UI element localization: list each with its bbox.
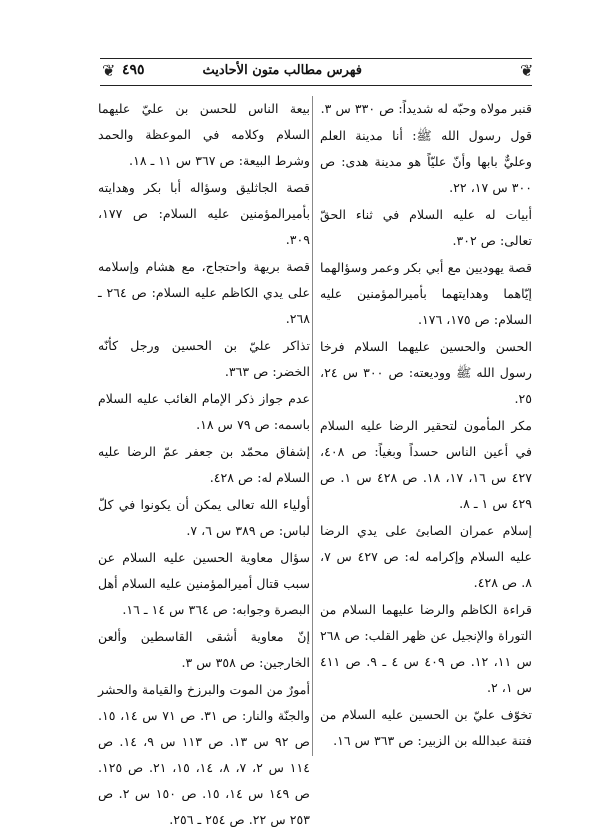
index-entry: مكر المأمون لتحقير الرضا عليه السلام في أعين الناس حسداً وبغياً: ص ٤٠٨، ٤٢٧ س ١٦، ١٧، ١٨. ص ٤٢٨ س ١. ص ٤٢٩ س ١ ـ ٨. [320, 418, 532, 511]
index-entry: قصة الجاثليق وسؤاله أبا بكر وهدايته بأميرالمؤمنين عليه السلام: ص ١٧٧، ٣٠٩. [98, 180, 310, 247]
index-entry: إسلام عمران الصابئ على يدي الرضا عليه السلام وإكرامه له: ص ٤٢٧ س ٧، ٨. ص ٤٢٨. [320, 523, 532, 590]
index-entry: قنبر مولاه وحبّه له شديداً: ص ٣٣٠ س ٣. [320, 101, 532, 116]
index-entry: أولياء الله تعالى يمكن أن يكونوا في كلّ لباس: ص ٣٨٩ س ٦، ٧. [98, 497, 310, 538]
column-divider [312, 96, 313, 756]
index-entry: عدم جواز ذكر الإمام الغائب عليه السلام باسمه: ص ٧٩ س ١٨. [98, 391, 310, 432]
index-entry: بيعة الناس للحسن بن عليّ عليهما السلام وكلامه في الموعظة والحمد وشرط البيعة: ص ٣٦٧ س ١١ ـ ١٨. [98, 101, 310, 168]
index-entry: أبيات له عليه السلام في ثناء الحقّ تعالى: ص ٣٠٢. [320, 207, 532, 248]
page-header [100, 58, 532, 86]
running-title: فهرس مطالب متون الأحاديث [202, 63, 362, 78]
index-entry: سؤال معاوية الحسين عليه السلام عن سبب قتال أميرالمؤمنين عليه السلام أهل البصرة وجوابه: ص ٣٦٤ س ١٤ ـ ١٦. [98, 550, 310, 617]
index-entry: إشفاق محمّد بن جعفر عمّ الرضا عليه السلام له: ص ٤٢٨. [98, 444, 310, 485]
index-entry: إنّ معاوية أشقى القاسطين وألعن الخارجين: ص ٣٥٨ س ٣. [98, 629, 310, 670]
ornament-right-icon: ❦ [520, 61, 534, 80]
ornament-left-icon: ❦ [102, 61, 116, 80]
index-entry: أمورٌ من الموت والبرزخ والقيامة والحشر والجنّة والنار: ص ٣١. ص ٧١ س ١٤، ١٥. ص ٩٢ س ١٣. ص ١١٣ س ٩، ١٤. ص ١١٤ س ٢، ٧، ٨، ١٤، ١٥، ٢١. ص ١٢٥. ص ١٤٩ س ١٤، ١٥. ص ١٥٠ س ٢. ص ٢٥٣ س ٢٢. ص ٢٥٤ ـ ٢٥٦. [98, 682, 310, 827]
left-column [98, 96, 310, 833]
page-number: ٤٩٥ [122, 62, 145, 78]
index-entry: تذاكر عليّ بن الحسين ورجل كأنّه الخضر: ص ٣٦٣. [98, 338, 310, 379]
index-entry: قصة يهوديين مع أبي بكر وعمر وسؤالهما إيّاهما وهدايتهما بأميرالمؤمنين عليه السلام: ص ١٧٥، ١٧٦. [320, 260, 532, 327]
index-entry: قراءة الكاظم والرضا عليهما السلام من التوراة والإنجيل عن ظهر القلب: ص ٢٦٨ س ١١، ١٢. ص ٤٠٩ س ٤ ـ ٩. ص ٤١١ س ١، ٢. [320, 602, 532, 695]
index-entry: الحسن والحسين عليهما السلام فرخا رسول الله ﷺ ووديعته: ص ٣٠٠ س ٢٤، ٢٥. [320, 339, 532, 406]
right-column [320, 96, 532, 754]
index-entry: تخوّف عليّ بن الحسين عليه السلام من فتنة عبدالله بن الزبير: ص ٣٦٣ س ١٦. [320, 707, 532, 748]
index-entry: قصة بريهة واحتجاج، مع هشام وإسلامه على يدي الكاظم عليه السلام: ص ٢٦٤ ـ ٢٦٨. [98, 259, 310, 326]
index-entry: قول رسول الله ﷺ: أنا مدينة العلم وعليٌّ بابها وأنّ عليّاً هو مدينة هدى: ص ٣٠٠ س ١٧، ٢٢. [320, 128, 532, 195]
